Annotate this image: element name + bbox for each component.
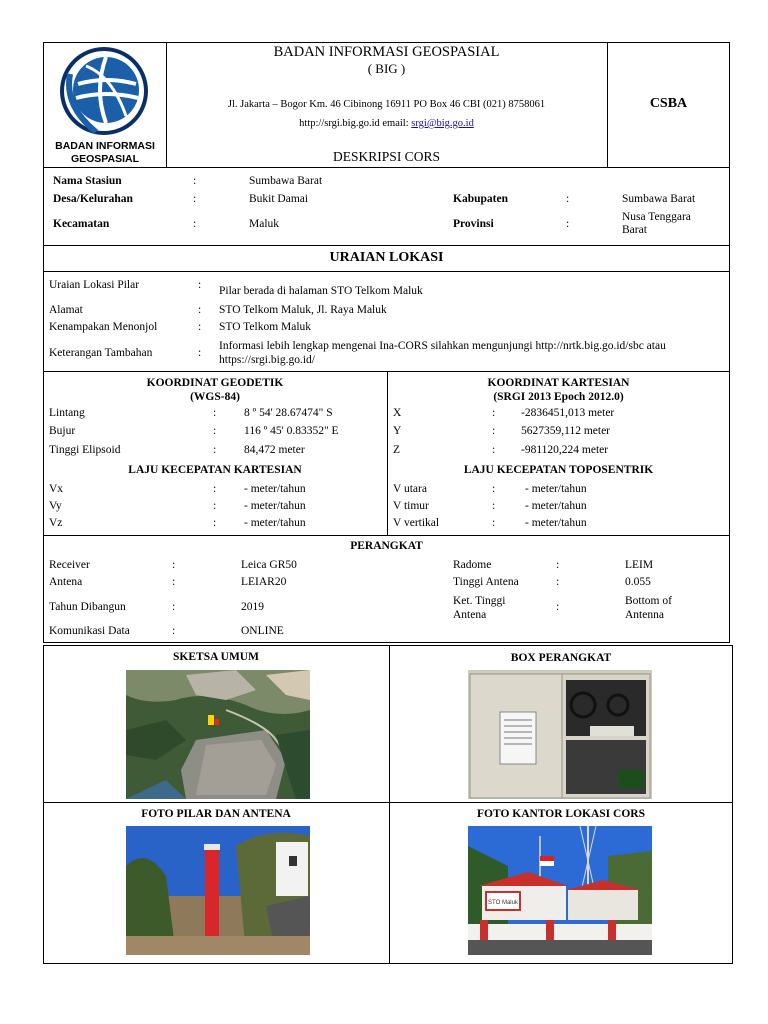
vvertikal-label: V vertikal bbox=[393, 517, 440, 529]
alamat-label: Alamat bbox=[49, 304, 83, 316]
box-perangkat-image bbox=[468, 670, 652, 799]
komunikasi-value: ONLINE bbox=[241, 625, 284, 637]
vz-label: Vz bbox=[49, 517, 63, 529]
kecamatan-label: Kecamatan bbox=[53, 218, 110, 230]
kantor-image bbox=[468, 826, 652, 955]
colon: : bbox=[213, 483, 217, 495]
keterangan-value-1: Informasi lebih lengkap mengenai Ina-CORS silahkan mengunjungi http://nrtk.big.go.id/sbc atau bbox=[219, 340, 666, 352]
colon: : bbox=[492, 500, 496, 512]
sketsa-map-image bbox=[126, 670, 310, 799]
colon: : bbox=[213, 500, 217, 512]
vx-value: - meter/tahun bbox=[244, 483, 306, 495]
kabupaten-value: Sumbawa Barat bbox=[622, 193, 696, 205]
logo-text-line2: GEOSPASIAL bbox=[70, 153, 140, 165]
org-title: BADAN INFORMASI GEOSPASIAL bbox=[273, 44, 500, 60]
provinsi-value-1: Nusa Tenggara bbox=[622, 211, 691, 223]
desa-value: Bukit Damai bbox=[249, 193, 309, 205]
antena-value: LEIAR20 bbox=[241, 576, 287, 588]
colon: : bbox=[193, 175, 197, 187]
colon: : bbox=[172, 576, 176, 588]
box-perangkat-title: BOX PERANGKAT bbox=[510, 652, 612, 664]
geodetik-title: KOORDINAT GEODETIK bbox=[146, 377, 284, 389]
tinggi-antena-label: Tinggi Antena bbox=[453, 576, 519, 588]
tinggi-antena-value: 0.055 bbox=[625, 576, 651, 588]
komunikasi-label: Komunikasi Data bbox=[49, 625, 130, 637]
uraian-lokasi-title: URAIAN LOKASI bbox=[329, 250, 444, 265]
tahun-value: 2019 bbox=[241, 601, 264, 613]
ket-tinggi-value-2: Antenna bbox=[625, 609, 664, 621]
colon: : bbox=[193, 218, 197, 230]
ket-tinggi-value-1: Bottom of bbox=[625, 595, 672, 607]
radome-label: Radome bbox=[453, 559, 492, 571]
vtimur-label: V timur bbox=[393, 500, 429, 512]
logo-text-line1: BADAN INFORMASI bbox=[55, 140, 155, 152]
provinsi-value-2: Barat bbox=[622, 224, 647, 236]
desa-label: Desa/Kelurahan bbox=[53, 193, 133, 205]
kenampakan-label: Kenampakan Menonjol bbox=[49, 321, 158, 333]
antena-label: Antena bbox=[49, 576, 83, 588]
colon: : bbox=[172, 601, 176, 613]
keterangan-label: Keterangan Tambahan bbox=[49, 347, 153, 359]
vx-label: Vx bbox=[49, 483, 64, 495]
y-label: Y bbox=[393, 425, 402, 437]
vy-label: Vy bbox=[49, 500, 62, 512]
colon: : bbox=[566, 193, 570, 205]
colon: : bbox=[172, 559, 176, 571]
perangkat-title: PERANGKAT bbox=[350, 540, 423, 552]
kartesian-title: KOORDINAT KARTESIAN bbox=[487, 377, 630, 389]
alamat-value: STO Telkom Maluk, Jl. Raya Maluk bbox=[219, 304, 387, 316]
pilar-value: Pilar berada di halaman STO Telkom Maluk bbox=[219, 285, 423, 297]
pilar-antena-image bbox=[126, 826, 310, 955]
kantor-title: FOTO KANTOR LOKASI CORS bbox=[477, 808, 645, 820]
kartesian-sub: (SRGI 2013 Epoch 2012.0) bbox=[493, 391, 624, 403]
provinsi-label: Provinsi bbox=[453, 218, 494, 230]
geodetik-sub: (WGS-84) bbox=[190, 391, 240, 403]
y-value: 5627359,112 meter bbox=[521, 425, 611, 437]
lintang-label: Lintang bbox=[49, 407, 85, 419]
doc-title: DESKRIPSI CORS bbox=[333, 149, 440, 164]
email-link[interactable]: srgi@big.go.id bbox=[411, 118, 474, 129]
colon: : bbox=[198, 321, 202, 333]
pilar-label: Uraian Lokasi Pilar bbox=[49, 279, 140, 291]
sto-sign-text: STO Maluk bbox=[488, 900, 518, 906]
globe-logo-icon bbox=[56, 46, 152, 136]
x-value: -2836451,013 meter bbox=[521, 407, 615, 419]
colon: : bbox=[213, 425, 217, 437]
kecamatan-value: Maluk bbox=[249, 218, 280, 230]
colon: : bbox=[213, 517, 217, 529]
x-label: X bbox=[393, 407, 402, 419]
tinggi-value: 84,472 meter bbox=[244, 444, 305, 456]
kenampakan-value: STO Telkom Maluk bbox=[219, 321, 312, 333]
station-code: CSBA bbox=[649, 96, 688, 111]
colon: : bbox=[213, 444, 217, 456]
web-email-prefix: http://srgi.big.go.id email: bbox=[299, 118, 412, 129]
address: Jl. Jakarta – Bogor Km. 46 Cibinong 16911 PO Box 46 CBI (021) 8758061 bbox=[227, 99, 546, 110]
radome-value: LEIM bbox=[625, 559, 654, 571]
vvertikal-value: - meter/tahun bbox=[525, 517, 587, 529]
vutara-value: - meter/tahun bbox=[525, 483, 587, 495]
nama-stasiun-value: Sumbawa Barat bbox=[249, 175, 323, 187]
org-short: ( BIG ) bbox=[367, 61, 406, 76]
laju-toposentrik-title: LAJU KECEPATAN TOPOSENTRIK bbox=[463, 464, 654, 476]
colon: : bbox=[193, 193, 197, 205]
vz-value: - meter/tahun bbox=[244, 517, 306, 529]
nama-stasiun-label: Nama Stasiun bbox=[53, 175, 122, 187]
colon: : bbox=[492, 483, 496, 495]
big-logo bbox=[56, 46, 152, 136]
colon: : bbox=[198, 304, 202, 316]
colon: : bbox=[492, 425, 496, 437]
tahun-label: Tahun Dibangun bbox=[49, 601, 126, 613]
colon: : bbox=[556, 559, 560, 571]
colon: : bbox=[566, 218, 570, 230]
vy-value: - meter/tahun bbox=[244, 500, 306, 512]
colon: : bbox=[213, 407, 217, 419]
bujur-label: Bujur bbox=[49, 425, 76, 437]
z-value: -981120,224 meter bbox=[521, 444, 609, 456]
bujur-value: 116 º 45' 0.83352" E bbox=[244, 425, 339, 437]
keterangan-value-2: https://srgi.big.go.id/ bbox=[219, 354, 315, 366]
colon: : bbox=[198, 279, 202, 291]
tinggi-label: Tinggi Elipsoid bbox=[49, 444, 121, 456]
colon: : bbox=[198, 347, 202, 359]
kabupaten-label: Kabupaten bbox=[453, 193, 508, 205]
colon: : bbox=[492, 407, 496, 419]
receiver-value: Leica GR50 bbox=[241, 559, 297, 571]
laju-kartesian-title: LAJU KECEPATAN KARTESIAN bbox=[128, 464, 302, 476]
colon: : bbox=[556, 576, 560, 588]
colon: : bbox=[492, 517, 496, 529]
colon: : bbox=[556, 601, 560, 613]
colon: : bbox=[492, 444, 496, 456]
colon: : bbox=[172, 625, 176, 637]
z-label: Z bbox=[393, 444, 401, 456]
receiver-label: Receiver bbox=[49, 559, 90, 571]
vtimur-value: - meter/tahun bbox=[525, 500, 587, 512]
ket-tinggi-label-2: Antena bbox=[453, 609, 487, 621]
sketsa-title: SKETSA UMUM bbox=[173, 651, 259, 663]
pilar-antena-title: FOTO PILAR DAN ANTENA bbox=[141, 808, 291, 820]
vutara-label: V utara bbox=[393, 483, 427, 495]
lintang-value: 8 º 54' 28.67474" S bbox=[244, 407, 333, 419]
ket-tinggi-label-1: Ket. Tinggi bbox=[453, 595, 506, 607]
